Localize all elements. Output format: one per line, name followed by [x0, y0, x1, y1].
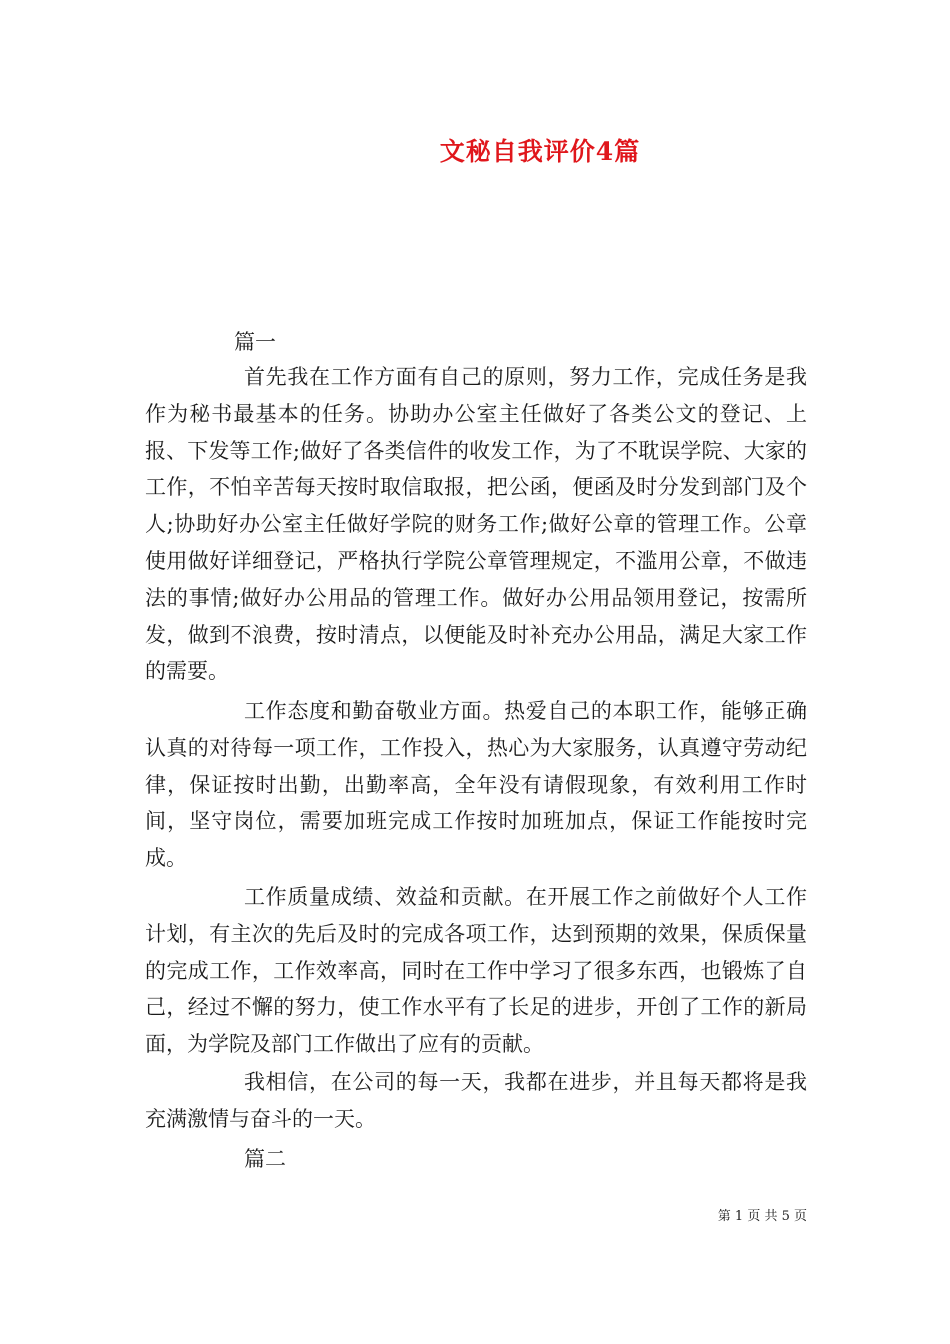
section-label-1: 篇一: [234, 330, 276, 354]
section-label-2: 篇二: [244, 1147, 286, 1171]
document-title: 文秘自我评价4篇: [439, 137, 641, 166]
page-footer: 第 1 页 共 5 页: [717, 1209, 807, 1224]
paragraph-3: 工作质量成绩、效益和贡献。在开展工作之前做好个人工作计划，有主次的先后及时的完成各项工作，达到预期的效果，保质保量的完成工作，工作效率高，同时在工作中学习了很多东西，也锻炼了自己，经过不懈的努力，使工作水平有了长足的进步，开创了工作的新局面，为学院及部门工作做出了应有的贡献。: [145, 885, 807, 1057]
paragraph-4: 我相信，在公司的每一天，我都在进步，并且每天都将是我充满激情与奋斗的一天。: [145, 1070, 807, 1131]
paragraph-2: 工作态度和勤奋敬业方面。热爱自己的本职工作，能够正确认真的对待每一项工作，工作投入，热心为大家服务，认真遵守劳动纪律，保证按时出勤，出勤率高，全年没有请假现象，有效利用工作时间，坚守岗位，需要加班完成工作按时加班加点，保证工作能按时完成。: [145, 699, 807, 871]
paragraph-1: 首先我在工作方面有自己的原则，努力工作，完成任务是我作为秘书最基本的任务。协助办公室主任做好了各类公文的登记、上报、下发等工作;做好了各类信件的收发工作，为了不耽误学院、大家的工作，不怕辛苦每天按时取信取报，把公函，便函及时分发到部门及个人;协助好办公室主任做好学院的财务工作;做好公章的管理工作。公章使用做好详细登记，严格执行学院公章管理规定，不滥用公章，不做违法的事情;做好办公用品的管理工作。做好办公用品领用登记，按需所发，做到不浪费，按时清点，以便能及时补充办公用品，满足大家工作的需要。: [145, 365, 807, 684]
